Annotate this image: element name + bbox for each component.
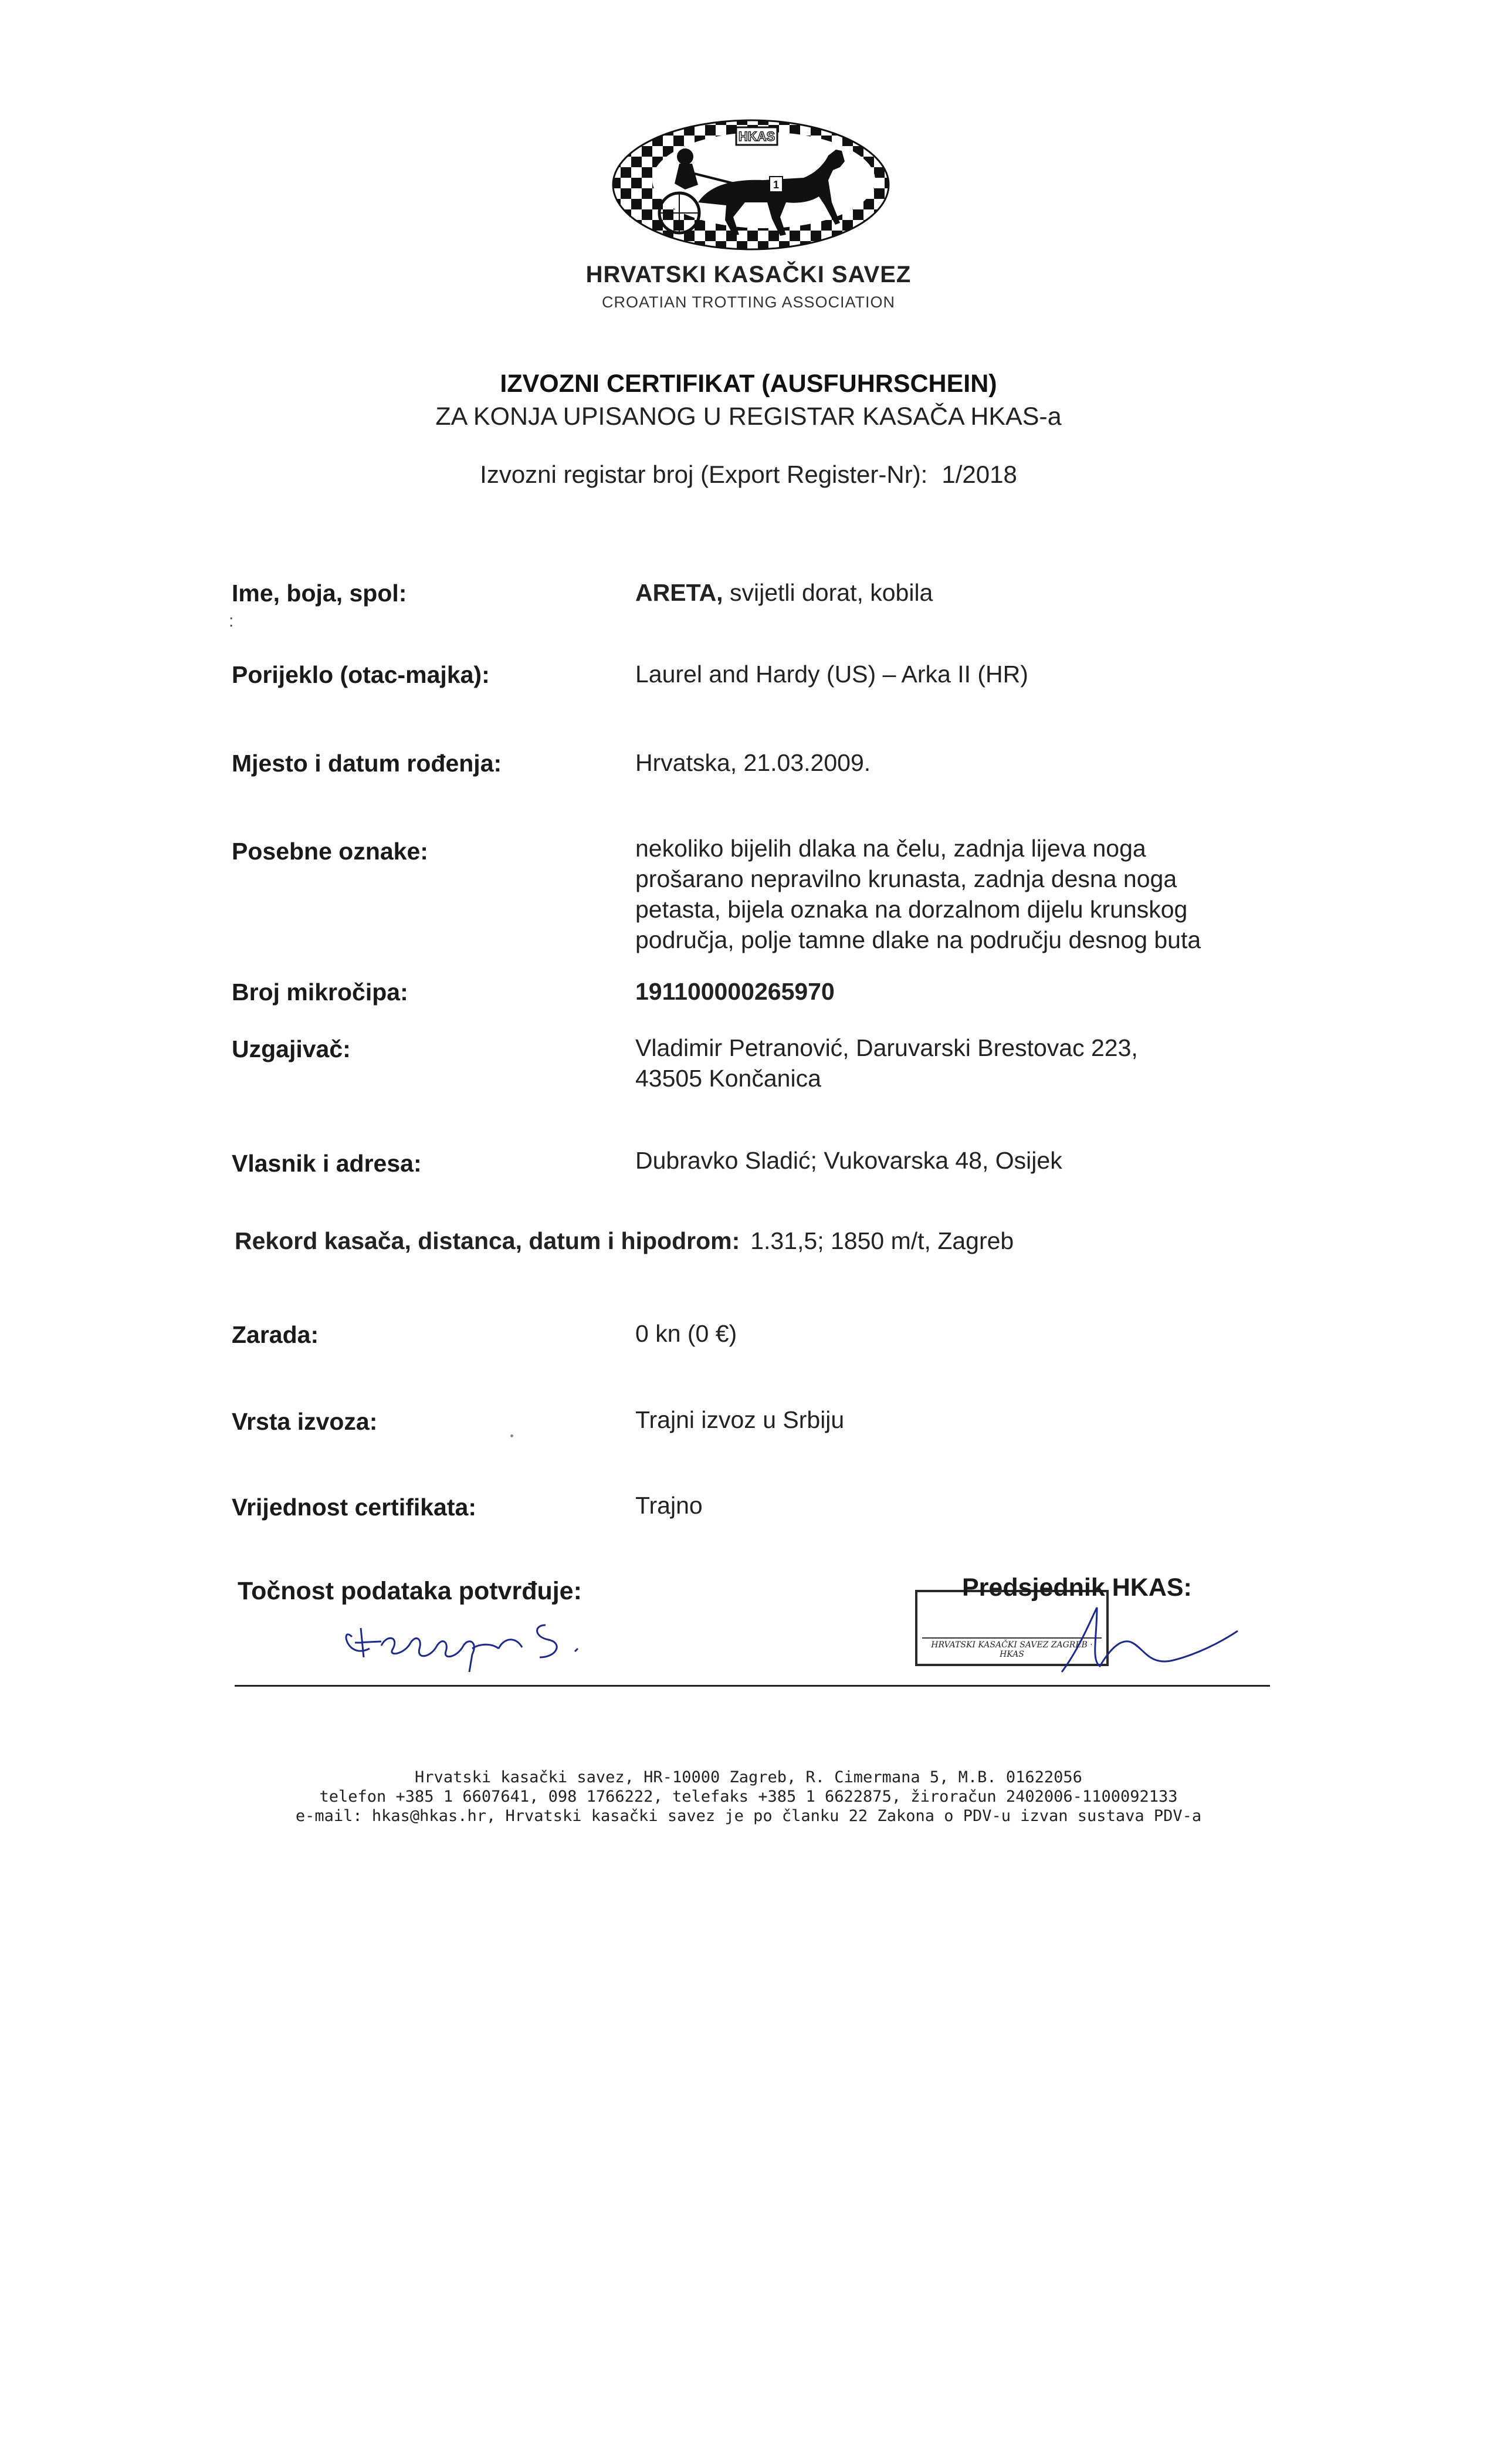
- record-value: 1.31,5; 1850 m/t, Zagreb: [750, 1227, 1014, 1254]
- color-sex: svijetli dorat, kobila: [729, 579, 933, 606]
- earnings-label: Zarada:: [232, 1321, 319, 1348]
- owner-label: Vlasnik i adresa:: [232, 1150, 422, 1177]
- stray-colon: :: [229, 611, 234, 631]
- name-label: Ime, boja, spol:: [232, 580, 407, 607]
- validity-label: Vrijednost certifikata:: [232, 1494, 476, 1521]
- earnings-value: 0 kn (0 €): [635, 1320, 737, 1347]
- name-value: [635, 577, 933, 608]
- pedigree-label: Porijeklo (otac-majka):: [232, 661, 490, 688]
- logo-number: 1: [773, 179, 780, 191]
- horse-name: ARETA,: [635, 579, 723, 606]
- signature-rule: [235, 1685, 1270, 1687]
- export-register: [0, 461, 1497, 489]
- birth-value: Hrvatska, 21.03.2009.: [635, 749, 871, 776]
- marks-label: Posebne oznake:: [232, 838, 428, 865]
- footer-email: e-mail: hkas@hkas.hr, Hrvatski kasački savez je po članku 22 Zakona o PDV-u izvan sustava PDV-a: [295, 1807, 1202, 1825]
- export-type-value: Trajni izvoz u Srbiju: [635, 1406, 845, 1433]
- pedigree-value: Laurel and Hardy (US) – Arka II (HR): [635, 661, 1028, 688]
- register-label: Izvozni registar broj (Export Register-Nr):: [480, 461, 928, 488]
- confirmer-signature: [328, 1602, 657, 1678]
- scan-speck: [510, 1434, 513, 1437]
- record-row: [235, 1227, 1014, 1255]
- export-type-label: Vrsta izvoza:: [232, 1408, 378, 1435]
- owner-value: Dubravko Sladić; Vukovarska 48, Osijek: [635, 1147, 1062, 1174]
- validity-value: Trajno: [635, 1492, 703, 1519]
- birth-label: Mjesto i datum rođenja:: [232, 750, 502, 777]
- president-signature: [1056, 1596, 1249, 1684]
- marks-line: prošarano nepravilno krunasta, zadnja desna noga: [635, 865, 1177, 892]
- breeder-label: Uzgajivač:: [232, 1035, 351, 1062]
- marks-line: petasta, bijela oznaka na dorzalnom dijelu krunskog: [635, 896, 1188, 923]
- record-label: Rekord kasača, distanca, datum i hipodrom:: [235, 1227, 740, 1254]
- breeder-line: Vladimir Petranović, Daruvarski Brestovac 223,: [635, 1034, 1138, 1061]
- marks-value: [635, 833, 1201, 955]
- breeder-line: 43505 Končanica: [635, 1065, 821, 1092]
- breeder-value: [635, 1033, 1138, 1094]
- confirm-label: Točnost podataka potvrđuje:: [238, 1577, 582, 1605]
- register-number: 1/2018: [941, 461, 1017, 488]
- footer-contact: telefon +385 1 6607641, 098 1766222, telefaks +385 1 6622875, žiroračun 2402006-1100092133: [319, 1788, 1178, 1806]
- microchip-value: 191100000265970: [635, 978, 835, 1005]
- org-subtitle: CROATIAN TROTTING ASSOCIATION: [601, 293, 896, 311]
- marks-line: nekoliko bijelih dlaka na čelu, zadnja lijeva noga: [635, 835, 1146, 862]
- certificate-subtitle: ZA KONJA UPISANOG U REGISTAR KASAČA HKAS-a: [435, 402, 1062, 431]
- logo-text: HKAS: [738, 129, 775, 144]
- hkas-logo: [610, 114, 892, 255]
- stamp-text: HRVATSKI KASAČKI SAVEZ ZAGREB · HKAS: [922, 1637, 1102, 1659]
- footer-address: Hrvatski kasački savez, HR-10000 Zagreb, R. Cimermana 5, M.B. 01622056: [415, 1768, 1082, 1786]
- marks-line: područja, polje tamne dlake na području desnog buta: [635, 926, 1201, 953]
- org-name: HRVATSKI KASAČKI SAVEZ: [585, 262, 912, 287]
- president-label: Predsjednik HKAS:: [962, 1573, 1192, 1602]
- certificate-title: IZVOZNI CERTIFIKAT (AUSFUHRSCHEIN): [500, 370, 997, 398]
- microchip-label: Broj mikročipa:: [232, 979, 408, 1006]
